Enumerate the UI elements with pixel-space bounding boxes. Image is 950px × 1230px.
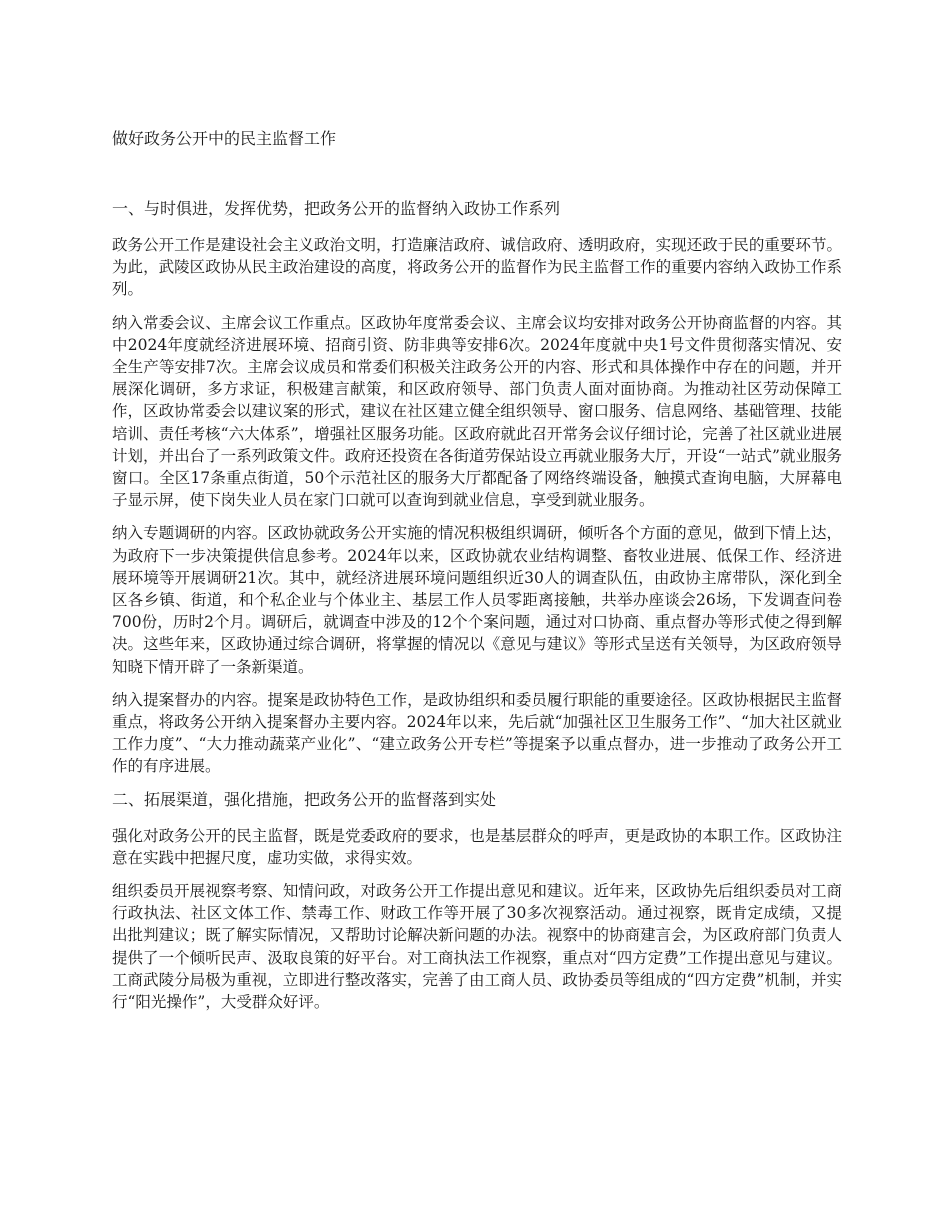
paragraph: 纳入常委会议、主席会议工作重点。区政协年度常委会议、主席会议均安排对政务公开协商监督的内容。其中2024年度就经济进展环境、招商引资、防非典等安排6次。2024年度就中央1号文件贯彻落实情况、安全生产等安排7次。主席会议成员和常委们积极关注政务公开的内容、形式和具体操作中存在的问题，并开展深化调研，多方求证，积极建言献策，和区政府领导、部门负责人面对面协商。为推动社区劳动保障工作，区政协常委会以建议案的形式，建议在社区建立健全组织领导、窗口服务、信息网络、基础管理、技能培训、责任考核“六大体系”，增强社区服务功能。区政府就此召开常务会议仔细讨论，完善了社区就业进展计划，并出台了一系列政策文件。政府还投资在各街道劳保站设立再就业服务大厅，开设“一站式”就业服务窗口。全区17条重点街道，50个示范社区的服务大厅都配备了网络终端设备，触摸式查询电脑，大屏幕电子显示屏，使下岗失业人员在家门口就可以查询到就业信息，享受到就业服务。 <box>112 313 842 510</box>
paragraph: 纳入提案督办的内容。提案是政协特色工作，是政协组织和委员履行职能的重要途径。区政协根据民主监督重点，将政务公开纳入提案督办主要内容。2024年以来，先后就“加强社区卫生服务工作”、“加大社区就业工作力度”、“大力推动蔬菜产业化”、“建立政务公开专栏”等提案予以重点督办，进一步推动了政务公开工作的有序进展。 <box>112 690 842 776</box>
section-heading: 一、与时俱进，发挥优势，把政务公开的监督纳入政协工作系列 <box>112 199 561 218</box>
document-title: 做好政务公开中的民主监督工作 <box>112 129 337 148</box>
paragraph: 强化对政务公开的民主监督，既是党委政府的要求，也是基层群众的呼声，更是政协的本职工作。区政协注意在实践中把握尺度，虚功实做，求得实效。 <box>112 826 842 867</box>
section-heading: 二、拓展渠道，强化措施，把政务公开的监督落到实处 <box>112 789 497 809</box>
section-2 <box>112 789 842 1014</box>
section-1 <box>112 198 842 778</box>
paragraph: 纳入专题调研的内容。区政协就政务公开实施的情况积极组织调研，倾听各个方面的意见，做到下情上达，为政府下一步决策提供信息参考。2024年以来，区政协就农业结构调整、畜牧业进展、低保工作、经济进展环境等开展调研21次。其中，就经济进展环境问题组织近30人的调查队伍，由政协主席带队，深化到全区各乡镇、街道，和个私企业与个体业主、基层工作人员零距离接触，共举办座谈会26场，下发调查问卷700份，历时2个月。调研后，就调查中涉及的12个个案问题，通过对口协商、重点督办等形式使之得到解决。这些年来，区政协通过综合调研，将掌握的情况以《意见与建议》等形式呈送有关领导，为区政府领导知晓下情开辟了一条新渠道。 <box>112 524 842 676</box>
paragraph: 政务公开工作是建设社会主义政治文明，打造廉洁政府、诚信政府、透明政府，实现还政于民的重要环节。为此，武陵区政协从民主政治建设的高度，将政务公开的监督作为民主监督工作的重要内容纳入政协工作系列。 <box>112 236 842 299</box>
document-page <box>112 128 842 1024</box>
paragraph: 组织委员开展视察考察、知情问政，对政务公开工作提出意见和建议。近年来，区政协先后组织委员对工商行政执法、社区文体工作、禁毒工作、财政工作等开展了30多次视察活动。通过视察，既肯定成绩，又提出批判建议；既了解实际情况，又帮助讨论解决新问题的办法。视察中的协商建言会，为区政府部门负责人提供了一个倾听民声、汲取良策的好平台。对工商执法工作视察，重点对“四方定费”工作提出意见与建议。工商武陵分局极为重视，立即进行整改落实，完善了由工商人员、政协委员等组成的“四方定费”机制，并实行“阳光操作”，大受群众好评。 <box>112 882 842 1012</box>
